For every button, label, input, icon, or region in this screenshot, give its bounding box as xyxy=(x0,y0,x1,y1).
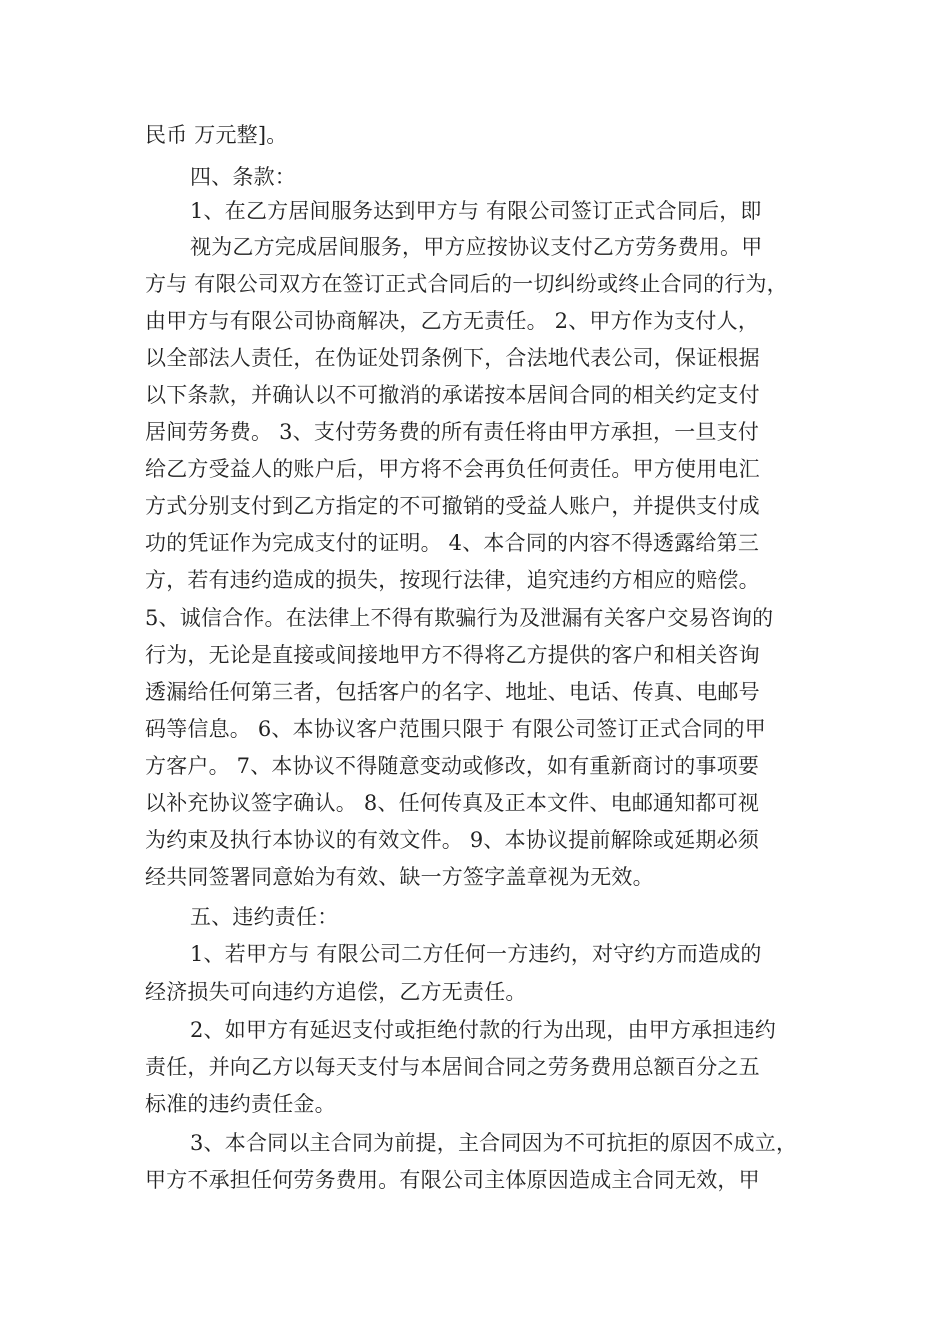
text-line: 以全部法人责任，在伪证处罚条例下，合法地代表公司，保证根据 xyxy=(145,346,760,370)
text-line: 以下条款，并确认以不可撤消的承诺按本居间合同的相关约定支付 xyxy=(145,383,760,407)
text-line: 方客户。 7、本协议不得随意变动或修改，如有重新商讨的事项要 xyxy=(145,754,760,778)
section-heading: 四、条款： xyxy=(190,165,296,189)
text-line: 为约束及执行本协议的有效文件。 9、本协议提前解除或延期必须 xyxy=(145,828,760,852)
text-line: 行为，无论是直接或间接地甲方不得将乙方提供的客户和相关咨询 xyxy=(145,643,760,667)
text-line: 居间劳务费。 3、支付劳务费的所有责任将由甲方承担，一旦支付 xyxy=(145,420,760,444)
text-line: 2、如甲方有延迟支付或拒绝付款的行为出现，由甲方承担违约 xyxy=(190,1018,776,1042)
text-line: 透漏给任何第三者，包括客户的名字、地址、电话、传真、电邮号 xyxy=(145,680,760,704)
text-line: 功的凭证作为完成支付的证明。 4、本合同的内容不得透露给第三 xyxy=(145,531,760,555)
text-line: 甲方不承担任何劳务费用。有限公司主体原因造成主合同无效，甲 xyxy=(145,1168,760,1192)
text-line: 3、本合同以主合同为前提，主合同因为不可抗拒的原因不成立， xyxy=(190,1131,798,1155)
text-line: 责任，并向乙方以每天支付与本居间合同之劳务费用总额百分之五 xyxy=(145,1055,760,1079)
section-heading: 五、违约责任： xyxy=(190,905,339,929)
text-line: 5、诚信合作。在法律上不得有欺骗行为及泄漏有关客户交易咨询的 xyxy=(145,606,774,630)
text-line: 由甲方与有限公司协商解决，乙方无责任。 2、甲方作为支付人， xyxy=(145,309,760,333)
text-line: 经共同签署同意始为有效、缺一方签字盖章视为无效。 xyxy=(145,865,654,889)
text-line: 民币 万元整]。 xyxy=(145,123,288,147)
text-line: 1、在乙方居间服务达到甲方与 有限公司签订正式合同后，即 xyxy=(190,199,762,223)
text-line: 方，若有违约造成的损失，按现行法律，追究违约方相应的赔偿。 xyxy=(145,568,760,592)
text-line: 给乙方受益人的账户后，甲方将不会再负任何责任。甲方使用电汇 xyxy=(145,457,760,481)
text-line: 标准的违约责任金。 xyxy=(145,1092,336,1116)
text-line: 方式分别支付到乙方指定的不可撤销的受益人账户，并提供支付成 xyxy=(145,494,760,518)
text-line: 视为乙方完成居间服务，甲方应按协议支付乙方劳务费用。甲 xyxy=(190,235,763,259)
text-line: 方与 有限公司双方在签订正式合同后的一切纠纷或终止合同的行为， xyxy=(145,272,788,296)
text-line: 码等信息。 6、本协议客户范围只限于 有限公司签订正式合同的甲 xyxy=(145,717,766,741)
text-line: 1、若甲方与 有限公司二方任何一方违约，对守约方而造成的 xyxy=(190,942,762,966)
text-line: 以补充协议签字确认。 8、任何传真及正本文件、电邮通知都可视 xyxy=(145,791,760,815)
text-line: 经济损失可向违约方追偿，乙方无责任。 xyxy=(145,980,527,1004)
